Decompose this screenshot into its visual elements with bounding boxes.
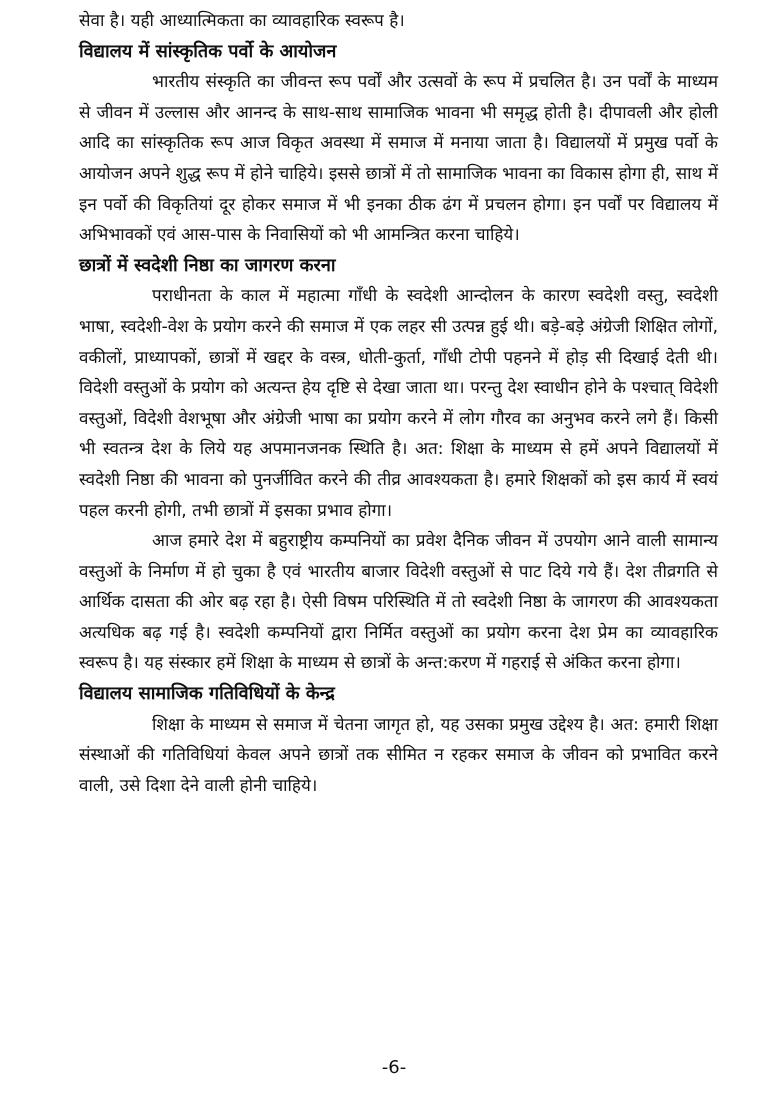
paragraph-social-activities: शिक्षा के माध्यम से समाज में चेतना जागृत हो, यह उसका प्रमुख उद्देश्य है। अत: हमारी शिक्षा संस्थाओं की गतिविधियां केवल अपने छात्रों तक सीमित न रहकर समाज के जीवन को प्रभावित करने वाली, उसे दिशा देने वाली होनी चाहिये। <box>79 714 718 796</box>
intro-line: सेवा है। यही आध्यात्मिकता का व्यावहारिक स्वरूप है। <box>79 11 405 31</box>
paragraph-cultural-festivals: भारतीय संस्कृति का जीवन्त रूप पर्वों और उत्सवों के रूप में प्रचलित है। उन पर्वों के माध्यम से जीवन में उल्लास और आनन्द के साथ-साथ सामाजिक भावना भी समृद्ध होती है। दीपावली और होली आदि का सांस्कृतिक रूप आज विकृत अवस्था में समाज में मनाया जाता है। विद्यालयों में प्रमुख पर्वो के आयोजन अपने शुद्ध रूप में होने चाहिये। इससे छात्रों में तो सामाजिक भावना का विकास होगा ही, साथ में इन पर्वो की विकृतियां दूर होकर समाज में भी इनका ठीक ढंग में प्रचलन होगा। इन पर्वों पर विद्यालय में अभिभावकों एवं आस-पास के निवासियों को भी आमन्त्रित करना चाहिये। <box>79 72 718 246</box>
section-heading-swadeshi: छात्रों में स्वदेशी निष्ठा का जागरण करना <box>79 254 336 276</box>
page-number: -6- <box>381 1057 407 1078</box>
section-heading-cultural-festivals: विद्यालय में सांस्कृतिक पर्वो के आयोजन <box>79 40 337 62</box>
paragraph-swadeshi-history: पराधीनता के काल में महात्मा गाँधी के स्वदेशी आन्दोलन के कारण स्वदेशी वस्तु, स्वदेशी भाषा, स्वदेशी-वेश के प्रयोग करने की समाज में एक लहर सी उत्पन्न हुई थी। बड़े-बड़े अंग्रेजी शिक्षित लोगों, वकीलों, प्राध्यापकों, छात्रों में खद्दर के वस्त्र, धोती-कुर्ता, गाँधी टोपी पहनने में होड़ सी दिखाई देती थी। विदेशी वस्तुओं के प्रयोग को अत्यन्त हेय दृष्टि से देखा जाता था। परन्तु देश स्वाधीन होने के पश्चात् विदेशी वस्तुओं, विदेशी वेशभूषा और अंग्रेजी भाषा का प्रयोग करने में लोग गौरव का अनुभव करने लगे हैं। किसी भी स्वतन्त्र देश के लिये यह अपमानजनक स्थिति है। अत: शिक्षा के माध्यम से हमें अपने विद्यालयों में स्वदेशी निष्ठा की भावना को पुनर्जीवित करने की तीव्र आवश्यकता है। हमारे शिक्षकों को इस कार्य में स्वयं पहल करनी होगी, तभी छात्रों में इसका प्रभाव होगा। <box>79 286 718 521</box>
section-heading-social-activities: विद्यालय सामाजिक गतिविधियों के केन्द्र <box>79 683 335 705</box>
paragraph-swadeshi-today: आज हमारे देश में बहुराष्ट्रीय कम्पनियों का प्रवेश दैनिक जीवन में उपयोग आने वाली सामान्य वस्तुओं के निर्माण में हो चुका है एवं भारतीय बाजार विदेशी वस्तुओं से पाट दिये गये हैं। देश तीव्रगति से आर्थिक दासता की ओर बढ़ रहा है। ऐसी विषम परिस्थिति में तो स्वदेशी निष्ठा के जागरण की आवश्यकता अत्यधिक बढ़ गई है। स्वदेशी कम्पनियों द्वारा निर्मित वस्तुओं का प्रयोग करना देश प्रेम का व्यावहारिक स्वरूप है। यह संस्कार हमें शिक्षा के माध्यम से छात्रों के अन्त:करण में गहराई से अंकित करना होगा। <box>79 531 718 674</box>
